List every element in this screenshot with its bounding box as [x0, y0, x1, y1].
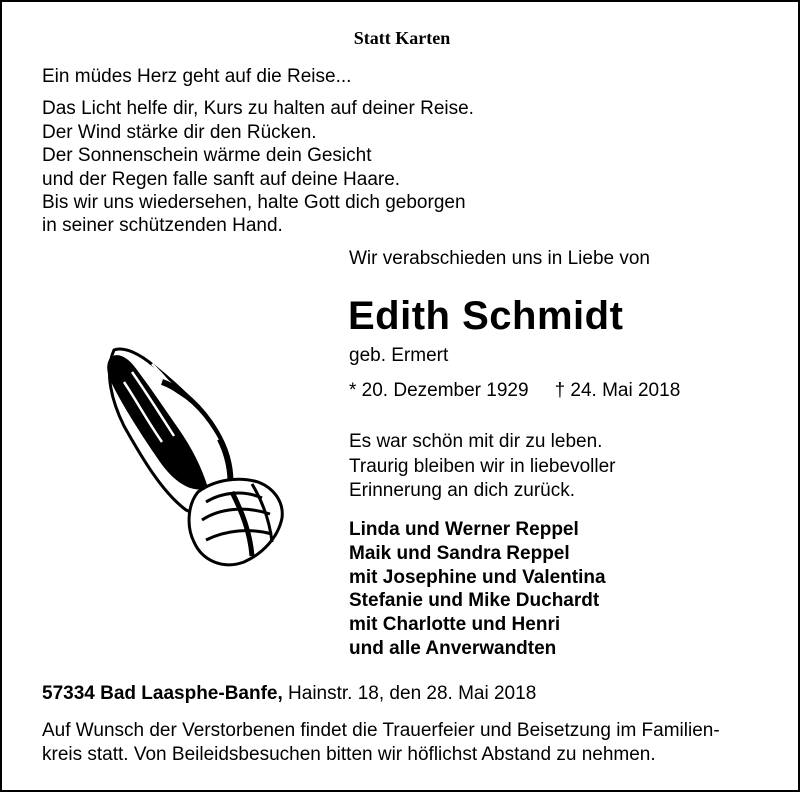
- quote: [349, 430, 615, 504]
- birth-name: geb. Ermert: [349, 345, 449, 366]
- poem: [42, 65, 474, 238]
- poem-line: Der Wind stärke dir den Rücken.: [42, 121, 317, 143]
- poem-line: in seiner schützenden Hand.: [42, 215, 283, 237]
- quote-line: Traurig bleiben wir in liebevoller: [349, 455, 616, 477]
- place-date-line: [42, 683, 536, 705]
- poem-line: Der Sonnenschein wärme dein Gesicht: [42, 145, 372, 167]
- place-address: Hainstr. 18, den 28. Mai 2018: [288, 683, 537, 704]
- quote-line: Es war schön mit dir zu leben.: [349, 431, 603, 452]
- quote-line: Erinnerung an dich zurück.: [349, 480, 576, 501]
- mourner-line: und alle Anverwandten: [349, 637, 557, 659]
- mourner-line: Maik und Sandra Reppel: [349, 542, 570, 564]
- funeral-note: [42, 719, 772, 766]
- poem-first-line: Ein müdes Herz geht auf die Reise...: [42, 66, 352, 87]
- deceased-name: Edith Schmidt: [348, 294, 624, 338]
- mourner-line: Linda und Werner Reppel: [349, 519, 579, 540]
- praying-hands-icon: [102, 342, 287, 572]
- poem-line: Bis wir uns wiedersehen, halte Gott dich geborgen: [42, 192, 466, 214]
- mourner-line: mit Charlotte und Henri: [349, 614, 561, 636]
- place-city: 57334 Bad Laasphe-Banfe,: [42, 683, 283, 704]
- death-date: † 24. Mai 2018: [554, 380, 681, 401]
- mourner-line: Stefanie und Mike Duchardt: [349, 590, 600, 612]
- poem-line: und der Regen falle sanft auf deine Haare.: [42, 168, 401, 190]
- header-title: Statt Karten: [353, 28, 451, 48]
- note-line: kreis statt. Von Beileidsbesuchen bitten wir höflichst Abstand zu nehmen.: [42, 743, 656, 765]
- mourners-list: [349, 518, 606, 661]
- birth-date: * 20. Dezember 1929: [349, 380, 529, 401]
- note-line: Auf Wunsch der Verstorbenen findet die Trauerfeier und Beisetzung im Familien-: [42, 720, 720, 741]
- life-dates: [349, 380, 680, 402]
- poem-line: Das Licht helfe dir, Kurs zu halten auf deiner Reise.: [42, 98, 474, 120]
- farewell-intro: Wir verabschieden uns in Liebe von: [349, 248, 651, 269]
- mourner-line: mit Josephine und Valentina: [349, 566, 606, 588]
